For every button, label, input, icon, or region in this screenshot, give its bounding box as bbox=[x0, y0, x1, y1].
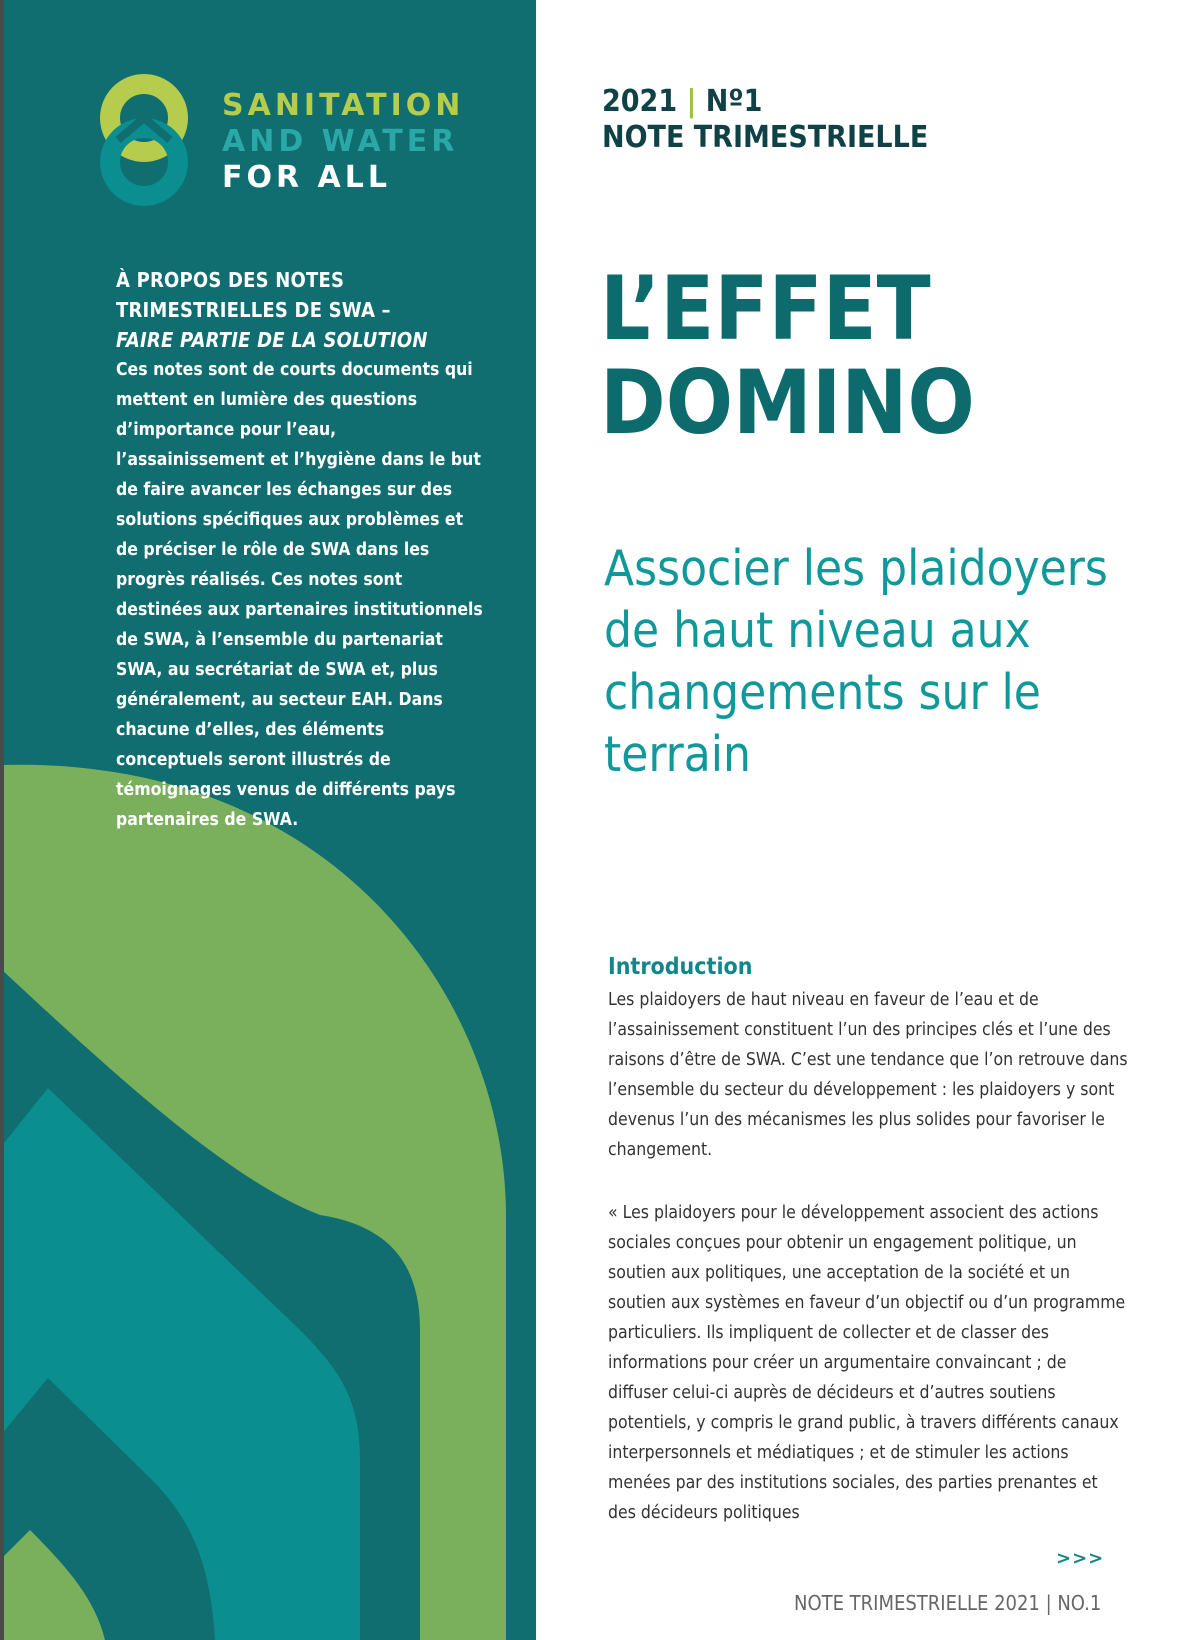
introduction-paragraph-2: « Les plaidoyers pour le développement associent des actions sociales conçues pour obtenir un engagement politique, un soutien aux politiques, une acceptation de la société et un soutien aux systèmes en faveur d’un objectif ou d’un programme particuliers. Ils impliquent de collecter et de classer des informations pour créer un argumentaire convaincant ; de diffuser celui-ci auprès de décideurs et d’autres soutiens potentiels, y compris le grand public, à travers différents canaux interpersonnels et médiatiques ; et de stimuler les actions menées par des institutions sociales, des parties prenantes et des décideurs politiques bbox=[608, 1203, 1126, 1523]
main-content bbox=[536, 0, 1190, 1640]
logo-text-line-1: SANITATION bbox=[222, 88, 465, 123]
about-heading bbox=[116, 265, 486, 355]
sidebar-panel bbox=[0, 0, 536, 1640]
logo bbox=[98, 74, 498, 210]
introduction-heading: Introduction bbox=[608, 954, 753, 980]
issue-separator: | bbox=[686, 84, 697, 119]
issue-number: Nº1 bbox=[705, 84, 763, 119]
page-subtitle: Associer les plaidoyers de haut niveau aux changements sur le terrain bbox=[604, 540, 1108, 783]
page-footer: NOTE TRIMESTRIELLE 2021 | NO.1 bbox=[794, 1591, 1102, 1615]
title-line-1: L’EFFET bbox=[600, 257, 931, 360]
issue-year: 2021 bbox=[602, 84, 678, 119]
issue-label: NOTE TRIMESTRIELLE bbox=[602, 120, 929, 155]
continue-arrow-icon: >>> bbox=[1056, 1548, 1105, 1569]
about-body: Ces notes sont de courts documents qui mettent en lumière des questions d’importance pour l’eau, l’assainissement et l’hygiène dans le but de faire avancer les échanges sur des solutions spécifiques aux problèmes et de préciser le rôle de SWA dans les progrès réalisés. Ces notes sont destinées aux partenaires institutionnels de SWA, à l’ensemble du partenariat SWA, au secrétariat de SWA et, plus généralement, au secteur EAH. Dans chacune d’elles, des éléments conceptuels seront illustrés de témoignages venus de différents pays partenaires de SWA. bbox=[116, 360, 483, 830]
about-heading-line-1: À PROPOS DES NOTES bbox=[116, 268, 345, 292]
swa-logo-icon bbox=[98, 74, 190, 206]
logo-text-line-2: AND WATER bbox=[222, 124, 459, 159]
logo-text-line-3: FOR ALL bbox=[222, 160, 391, 195]
issue-info bbox=[602, 84, 928, 156]
title-line-2: DOMINO bbox=[600, 351, 975, 454]
about-section bbox=[116, 265, 486, 835]
about-heading-line-2: TRIMESTRIELLES DE SWA – bbox=[116, 298, 391, 322]
page-edge bbox=[0, 0, 4, 1640]
page-title bbox=[600, 257, 975, 454]
introduction-paragraph-1: Les plaidoyers de haut niveau en faveur de l’eau et de l’assainissement constituent l’un des principes clés et l’une des raisons d’être de SWA. C’est une tendance que l’on retrouve dans l’ensemble du secteur du développement : les plaidoyers y sont devenus l’un des mécanismes les plus solides pour favoriser le changement. bbox=[608, 990, 1128, 1160]
about-heading-italic: FAIRE PARTIE DE LA SOLUTION bbox=[116, 328, 428, 352]
